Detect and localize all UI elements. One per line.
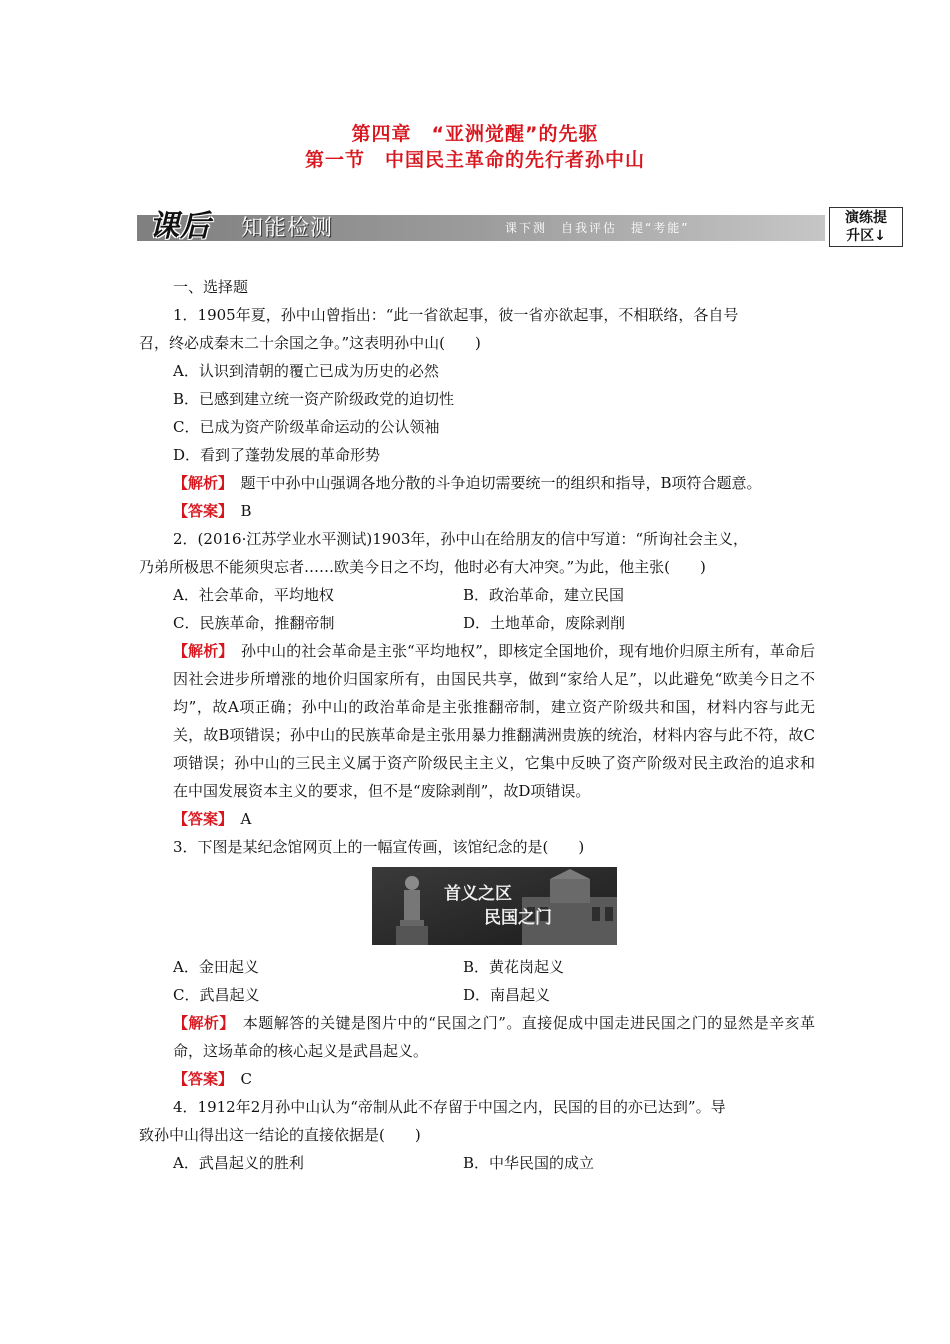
q2-option-b: B．政治革命，建立民国 (463, 586, 625, 604)
banner-subtitle: 课下测 自我评估 提“考能” (505, 221, 690, 235)
q2-analysis (139, 637, 815, 805)
answer-tag: 【答案】 (173, 502, 226, 520)
analysis-tag: 【解析】 (173, 642, 226, 660)
q2-answer-text: A (225, 810, 252, 828)
q2-stem-line1: 2．(2016·江苏学业水平测试)1903年，孙中山在给朋友的信中写道：“所询社会主义， (173, 530, 749, 548)
title-block (0, 121, 950, 173)
q3-option-c: C．武昌起义 (173, 986, 260, 1004)
q2-stem-line2: 乃弟所极思不能须臾忘者……欧美今日之不均，他时必有大冲突。”为此，他主张( ) (139, 558, 706, 576)
banner-big-text: 课后 (149, 209, 211, 244)
q1-stem-line2: 召，终必成秦末二十余国之争。”这表明孙中山( ) (139, 334, 481, 352)
q3-image-text-2: 民国之门 (484, 908, 552, 928)
banner-box (829, 207, 903, 247)
q2-options-row1 (139, 581, 815, 609)
q4-options-row1 (139, 1149, 815, 1177)
q1-option-b: B．已感到建立统一资产阶级政党的迫切性 (173, 390, 455, 408)
q3-analysis (139, 1009, 815, 1065)
q1-analysis-text: 题干中孙中山强调各地分散的斗争迫切需要统一的组织和指导，B项符合题意。 (225, 474, 762, 492)
banner-mid-text: 知能检测 (241, 216, 334, 241)
section-title: 第一节 中国民主革命的先行者孙中山 (304, 149, 645, 171)
q1-option-c: C．已成为资产阶级革命运动的公认领袖 (173, 418, 440, 436)
q1-stem-line1: 1．1905年夏，孙中山曾指出：“此一省欲起事，彼一省亦欲起事，不相联络，各自号 (173, 306, 739, 324)
q4-option-b: B．中华民国的成立 (463, 1154, 595, 1172)
q2-option-c: C．民族革命，推翻帝制 (173, 614, 335, 632)
q3-stem-line1: 3．下图是某纪念馆网页上的一幅宣传画，该馆纪念的是( ) (173, 838, 585, 856)
banner-box-line2: 升区↓ (846, 228, 886, 244)
q3-analysis-text: 本题解答的关键是图片中的“民国之门”。直接促成中国走进民国之门的显然是辛亥革命，这场革命的核心起义是武昌起义。 (173, 1014, 815, 1060)
q1-option-a: A．认识到清朝的覆亡已成为历史的必然 (173, 362, 439, 380)
q1-analysis (139, 469, 815, 497)
q1-answer-text: B (225, 502, 252, 520)
q4-stem-line2: 致孙中山得出这一结论的直接依据是( ) (139, 1126, 421, 1144)
q3-poster-image (372, 867, 617, 945)
q3-options-row2 (139, 981, 815, 1009)
answer-tag: 【答案】 (173, 810, 226, 828)
q2-analysis-text: 孙中山的社会革命是主张“平均地权”，即核定全国地价，现有地价归原主所有，革命后因社会进步所增涨的地价归国家所有，由国民共享，做到“家给人足”，以此避免“欧美今日之不均”，故A项正确；孙中山的政治革命是主张推翻帝制，建立资产阶级共和国，材料内容与此无关，故B项错误；孙中山的民族革命是主张用暴力推翻满洲贵族的统治，材料内容与此不符，故C项错误；孙中山的三民主义属于资产阶级民主主义，它集中反映了资产阶级对民主政治的追求和在中国发展资本主义的要求，但不是“废除剥削”，故D项错误。 (173, 642, 815, 800)
analysis-tag: 【解析】 (173, 1014, 228, 1032)
answer-tag: 【答案】 (173, 1070, 226, 1088)
section-banner (137, 205, 907, 249)
banner-box-line1: 演练提 (845, 210, 887, 226)
q3-answer-text: C (225, 1070, 252, 1088)
q3-answer (139, 1065, 815, 1093)
q1-answer (139, 497, 815, 525)
q2-answer (139, 805, 815, 833)
q4-stem-line1: 4．1912年2月孙中山认为“帝制从此不存留于中国之内，民国的目的亦已达到”。导 (173, 1098, 726, 1116)
section-heading: 一、选择题 (173, 278, 249, 296)
chapter-title: 第四章 “亚洲觉醒”的先驱 (351, 123, 599, 145)
q3-options-row1 (139, 953, 815, 981)
content (139, 273, 815, 1177)
analysis-tag: 【解析】 (173, 474, 226, 492)
q3-image-text-1: 首义之区 (444, 884, 512, 904)
q3-option-a: A．金田起义 (173, 958, 259, 976)
q3-option-b: B．黄花岗起义 (463, 958, 565, 976)
q1-option-d: D．看到了蓬勃发展的革命形势 (173, 446, 381, 464)
q2-option-d: D．土地革命，废除剥削 (463, 614, 626, 632)
q4-option-a: A．武昌起义的胜利 (173, 1154, 304, 1172)
q2-options-row2 (139, 609, 815, 637)
q3-option-d: D．南昌起义 (463, 986, 551, 1004)
q2-option-a: A．社会革命，平均地权 (173, 586, 334, 604)
